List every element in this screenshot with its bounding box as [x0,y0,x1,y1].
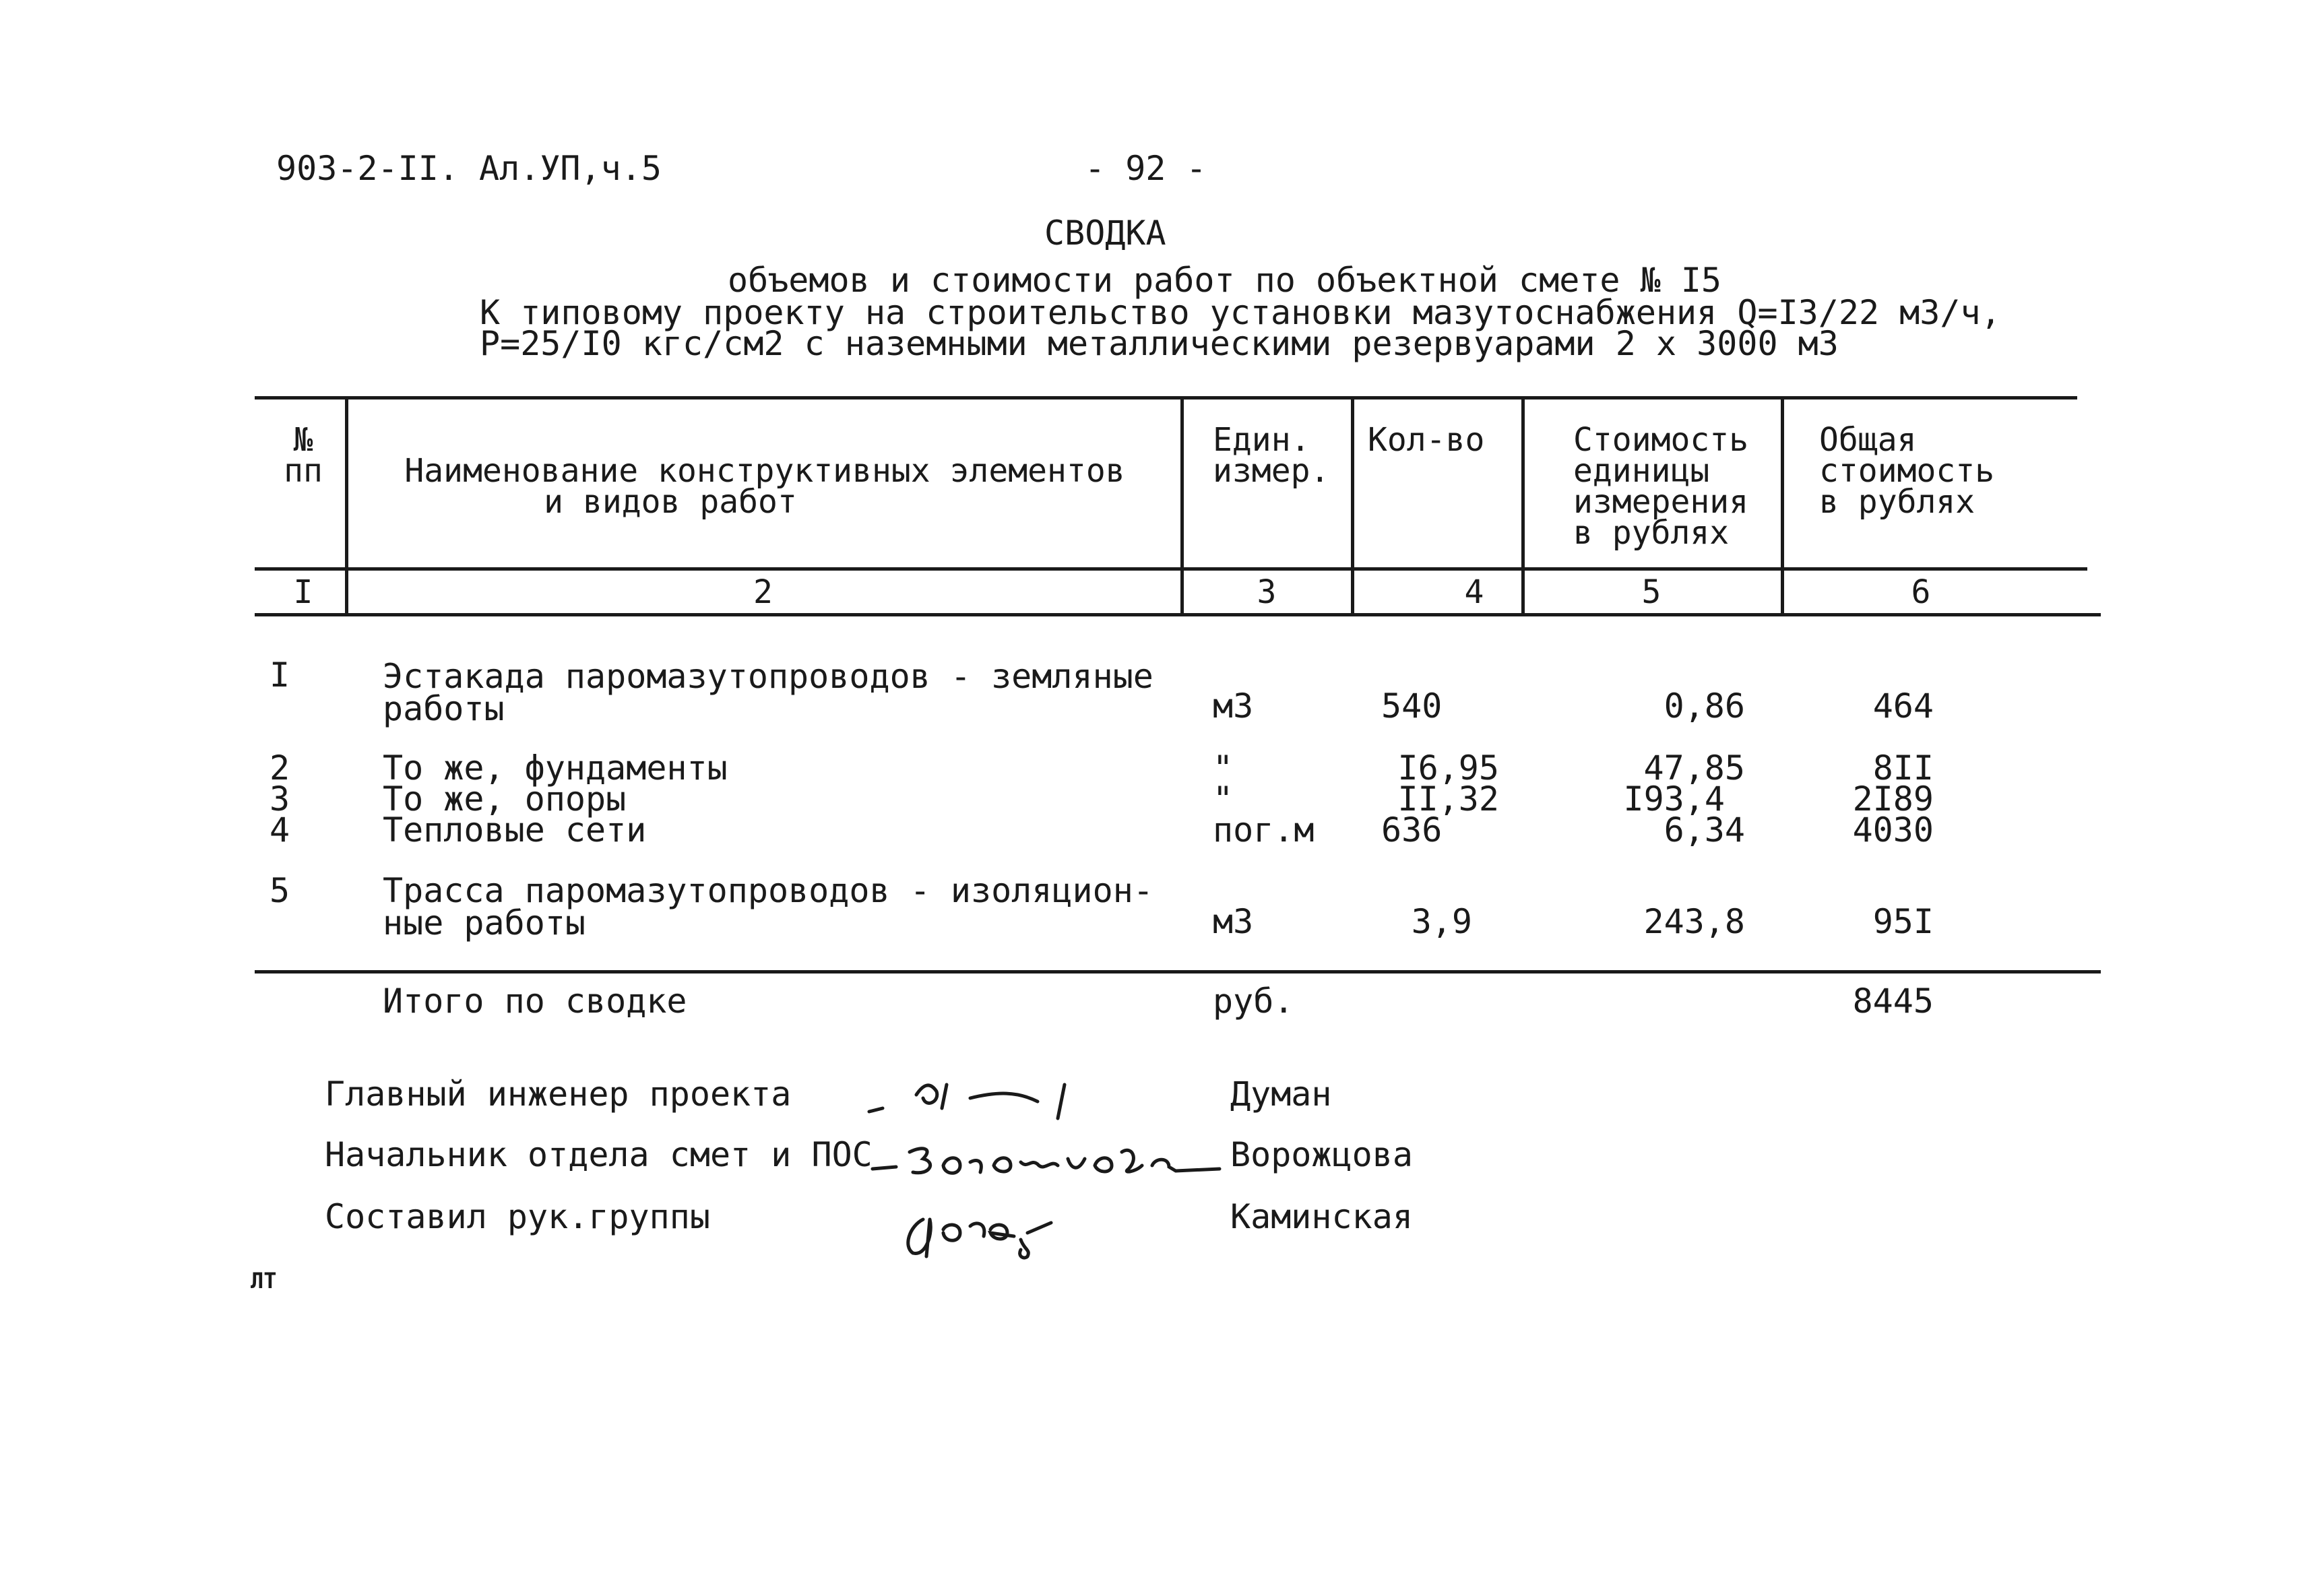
header-unit: Един. измер. [1213,421,1330,490]
signature-role-3: Составил рук.группы [325,1197,710,1236]
row-1-qty: 540 [1381,687,1443,726]
row-2-unit: " [1213,748,1234,788]
row-5-qty: 3,9 [1411,902,1472,941]
col-number-4: 4 [1464,573,1484,611]
header-num: № пп [284,421,323,490]
col-number-2: 2 [753,573,773,611]
subtitle-line-1: объемов и стоимости работ по объектной смете № I5 [728,261,1722,300]
row-1-num: I [270,656,290,695]
row-1-total: 464 [1872,687,1934,726]
row-5-num: 5 [270,871,290,910]
total-separator-rule [255,970,2101,973]
total-unit: руб. [1213,982,1294,1021]
handwritten-signature-3 [896,1192,1085,1267]
subtitle-line-2: К типовому проекту на строительство установки мазутоснабжения Q=I3/22 м3/ч, [480,293,2001,332]
row-5-unit-cost: 243,8 [1643,902,1745,941]
col-divider-3 [1351,396,1354,613]
col-number-1: I [293,573,313,611]
col-number-6: 6 [1911,573,1931,611]
table-top-rule [255,396,2077,400]
col-divider-1 [345,396,348,613]
row-4-total: 4030 [1852,810,1934,850]
row-3-total: 2I89 [1852,779,1934,819]
row-3-qty: II,32 [1397,779,1499,819]
row-5-name: Трасса паромазутопроводов - изоляцион- ные работы [383,871,1153,943]
row-2-unit-cost: 47,85 [1643,748,1745,788]
col-divider-2 [1180,396,1184,613]
subtitle-line-3: Р=25/I0 кгс/см2 с наземными металлическими резервуарами 2 х 3000 м3 [480,324,1839,363]
header-name: Наименование конструктивных элементов и видов работ [404,452,1125,521]
signature-role-2: Начальник отдела смет и ПОС [325,1135,873,1174]
page-number: - 92 - [1085,149,1207,188]
row-1-unit: м3 [1213,687,1254,726]
row-2-qty: I6,95 [1397,748,1499,788]
row-4-qty: 636 [1381,810,1443,850]
row-3-name: То же, опоры [383,779,627,819]
row-3-unit: " [1213,779,1234,819]
row-2-num: 2 [270,748,290,788]
handwritten-signature-2 [869,1132,1233,1192]
header-bottom-rule [255,567,2087,571]
row-4-unit: пог.м [1213,810,1315,850]
row-5-unit: м3 [1213,902,1254,941]
row-5-total: 95I [1872,902,1934,941]
row-1-unit-cost: 0,86 [1664,687,1745,726]
col-divider-5 [1781,396,1784,613]
row-2-name: То же, фундаменты [383,748,728,788]
col-number-5: 5 [1641,573,1661,611]
row-4-name: Тепловые сети [383,810,647,850]
header-qty: Кол-во [1368,421,1485,459]
col-number-3: 3 [1257,573,1277,611]
header-unit-cost: Стоимость единицы измерения в рублях [1573,421,1749,552]
row-4-num: 4 [270,810,290,850]
row-3-unit-cost: I93,4 [1623,779,1725,819]
total-label: Итого по сводке [383,982,687,1021]
row-2-total: 8II [1872,748,1934,788]
signature-name-1: Думан [1230,1075,1332,1114]
row-3-num: 3 [270,779,290,819]
signature-name-2: Ворожцова [1230,1135,1413,1174]
row-1-name: Эстакада паромазутопроводов - земляные работы [383,657,1153,728]
header-total: Общая стоимость в рублях [1819,421,1995,521]
total-value: 8445 [1852,982,1934,1021]
signature-role-1: Главный инженер проекта [325,1075,792,1114]
footer-mark: ЛТ [251,1268,277,1294]
row-4-unit-cost: 6,34 [1664,810,1745,850]
handwritten-signature-1 [862,1071,1105,1132]
signature-name-3: Каминская [1230,1197,1413,1236]
document-title: СВОДКА [1044,214,1166,253]
column-numbers-rule [255,613,2101,616]
document-code: 903-2-II. Ал.УП,ч.5 [276,149,662,188]
